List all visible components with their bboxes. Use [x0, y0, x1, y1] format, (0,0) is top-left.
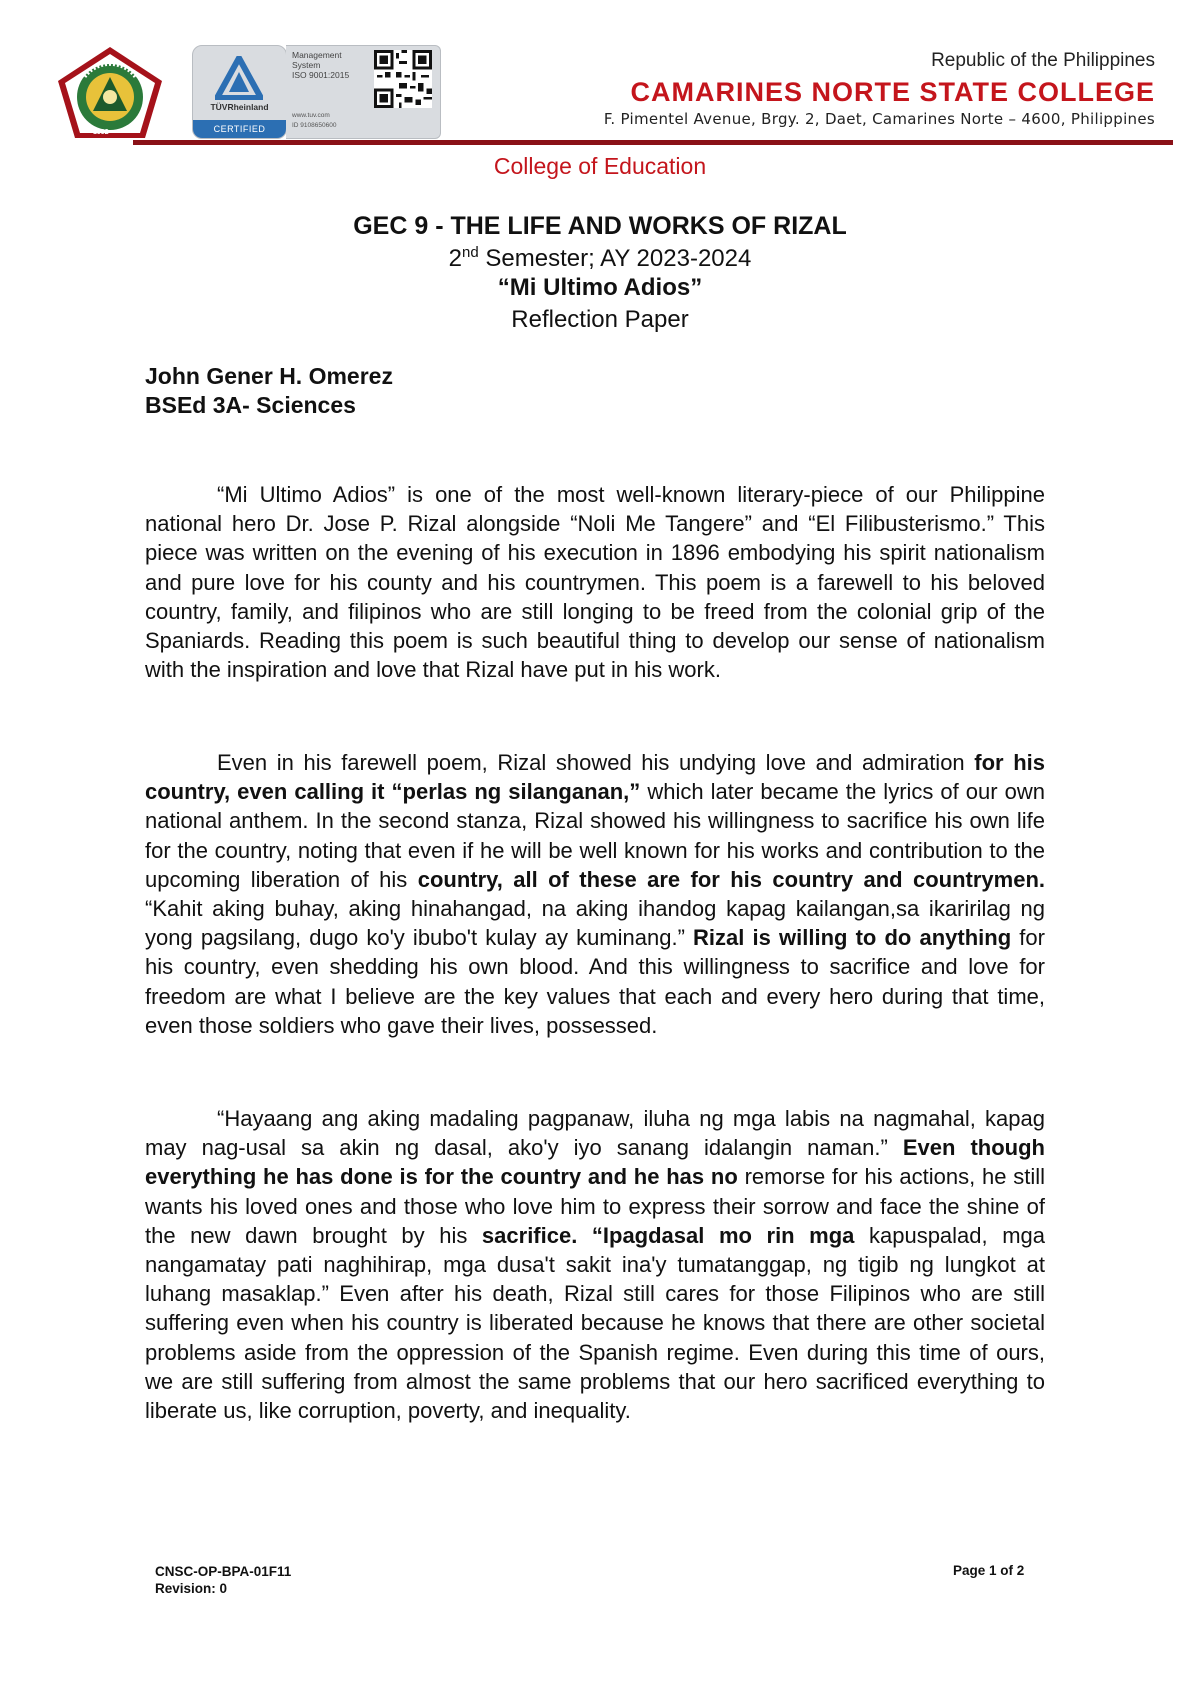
qr-code-icon	[374, 50, 432, 108]
semester-suffix: nd	[462, 244, 479, 261]
revision-label: Revision: 0	[155, 1581, 228, 1596]
footer-form-info	[155, 1563, 291, 1597]
semester-line	[0, 244, 1200, 273]
republic-label: Republic of the Philippines	[931, 50, 1155, 71]
tuv-web: www.tuv.com	[292, 112, 330, 119]
tuv-line-iso: ISO 9001:2015	[292, 70, 350, 80]
tuv-line-system: System	[292, 60, 321, 70]
paragraph-2	[145, 748, 1045, 1040]
seal-year: 1992	[93, 129, 109, 136]
department-name: College of Education	[493, 153, 707, 179]
paper-type: Reflection Paper	[511, 306, 689, 333]
tuv-brand: TÜVRheinland	[210, 102, 269, 112]
course-title: GEC 9 - THE LIFE AND WORKS OF RIZAL	[353, 212, 847, 240]
student-info	[145, 362, 393, 420]
student-name: John Gener H. Omerez	[145, 363, 393, 389]
tuv-certification-info	[286, 45, 441, 139]
tuv-line-management: Management	[292, 50, 342, 60]
paragraph-3	[145, 1104, 1045, 1425]
paragraph-1	[145, 480, 1045, 684]
form-code: CNSC-OP-BPA-01F11	[155, 1564, 292, 1579]
college-address: F. Pimentel Avenue, Brgy. 2, Daet, Camarines Norte – 4600, Philippines	[603, 110, 1155, 128]
student-section: BSEd 3A- Sciences	[145, 392, 356, 418]
tuv-id: ID 9108650600	[292, 122, 337, 129]
college-seal-logo	[55, 45, 165, 141]
tuv-certification-badge	[192, 45, 287, 139]
p2-run-0: Even in his farewell poem, Rizal showed his undying love and admiration	[217, 750, 975, 775]
p3-run-1: Even though everything he has done is for the country and he has no	[145, 1135, 1045, 1190]
p2-run-6: for his country, even shedding his own blood. And this willingness to sacrifice and love for freedom are what I believe are the key values that each and every hero during that time, even those soldiers who gave their lives, possessed.	[145, 925, 1045, 1038]
semester-text: Semester; AY 2023-2024	[478, 245, 752, 272]
tuv-certified-label: CERTIFIED	[193, 120, 286, 138]
page-number: Page 1 of 2	[953, 1563, 1025, 1578]
college-name: CAMARINES NORTE STATE COLLEGE	[630, 77, 1155, 107]
p1-run-0: “Mi Ultimo Adios” is one of the most well-known literary-piece of our Philippine national hero Dr. Jose P. Rizal alongside “Noli Me Tangere” and “El Filibusterismo.” This piece was written on the evening of his execution in 1896 embodying his spirit nationalism and pure love for his county and his countrymen. This poem is a farewell to his beloved country, family, and filipinos who are still longing to be freed from the colonial grip of the Spaniards. Reading this poem is such beautiful thing to develop our sense of nationalism with the inspiration and love that Rizal have put in his work.	[145, 482, 1045, 683]
header-rule	[133, 140, 1173, 145]
p3-run-0: “Hayaang ang aking madaling pagpanaw, iluha ng mga labis na nagmahal, kapag may nag-usal sa akin ng dasal, ako'y iyo sanang idalangin naman.”	[145, 1106, 1045, 1161]
p3-run-3: sacrifice. “Ipagdasal mo rin mga	[481, 1222, 855, 1248]
p2-run-1: for his country, even calling it “perlas ng silanganan,”	[145, 750, 1045, 805]
p3-run-4: kapuspalad, mga nangamatay pati naghihirap, mga dusa't sakit ina'y tumatanggap, ng tigib ng lungkot at luhang masaklap.” Even after his death, Rizal still cares for those Filipinos who are still suffering even when his country is liberated because he knows that there are other societal problems aside from the oppression of the Spanish regime. Even during this time of ours, we are still suffering from almost the same problems that our hero sacrificed everything to liberate us, like corruption, poverty, and inequality.	[145, 1222, 1045, 1424]
p3-run-2: remorse for his actions, he still wants his loved ones and those who love him to express their sorrow and face the shine of the new dawn brought by his	[145, 1164, 1045, 1248]
p2-run-3: country, all of these are for his country and countrymen.	[417, 866, 1046, 892]
p2-run-2: which later became the lyrics of our own national anthem. In the second stanza, Rizal showed his willingness to sacrifice his own life for the country, noting that even if he will be well known for his works and contribution to the upcoming liberation of his	[145, 779, 1045, 892]
p2-run-5: Rizal is willing to do anything	[693, 925, 1012, 951]
tuv-triangle-icon	[215, 56, 263, 100]
poem-title: “Mi Ultimo Adios”	[497, 274, 703, 301]
semester-number: 2	[448, 245, 463, 272]
p2-run-4: “Kahit aking buhay, aking hinahangad, na aking ihandog kapag kailangan,sa ikaririlag ng yong pagsilang, dugo ko'y ibubo't kulay ay kuminang.”	[145, 896, 1045, 951]
